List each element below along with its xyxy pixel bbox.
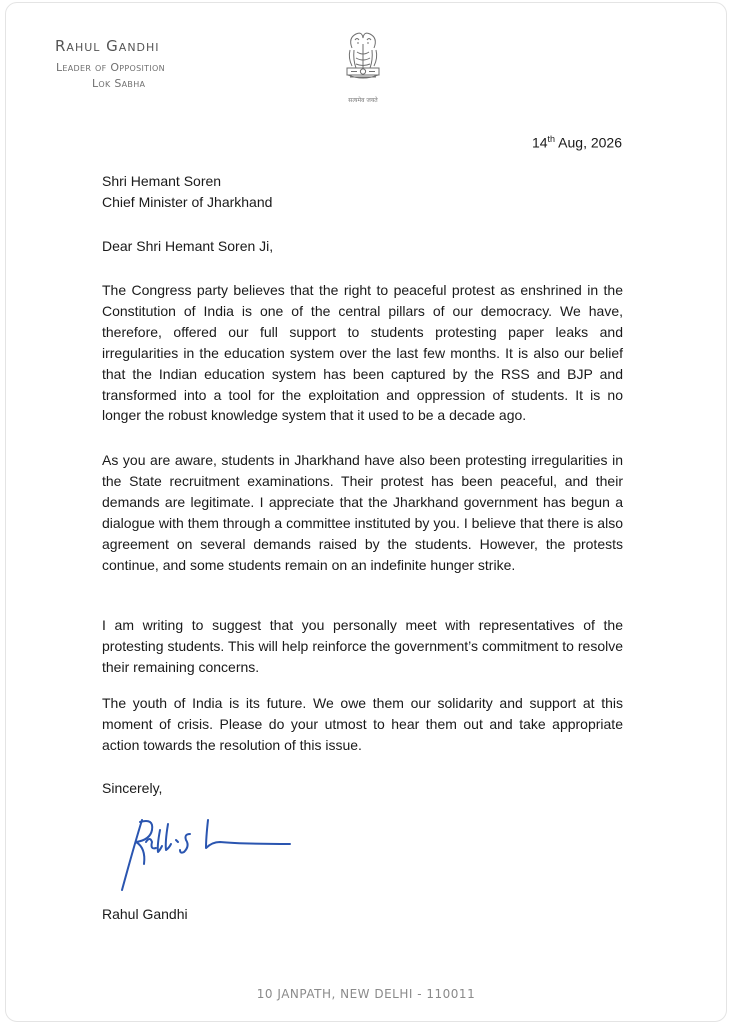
closing: Sincerely,: [102, 780, 163, 796]
letterhead-title-line2: Lok Sabha: [92, 77, 146, 90]
date-month-year: Aug, 2026: [555, 134, 622, 151]
date-suffix: th: [547, 134, 556, 144]
date-day: 14: [531, 134, 548, 151]
body-paragraph-2: As you are aware, students in Jharkhand have also been protesting irregularities in the State recruitment examinations. Their protest has been peaceful, and their demands are legitimate. I appreciate that the Jharkhand government has begun a dialogue with them through a committee instituted by you. I believe that there is also agreement on several demands raised by the students. However, the protests continue, and some students remain on an indefinite hunger strike.: [102, 452, 623, 573]
recipient-name: Shri Hemant Soren: [102, 173, 222, 189]
body-paragraph-4: The youth of India is its future. We owe them our solidarity and support at this moment of crisis. Please do your utmost to hear them out and take appropriate action towards the resolution of this issue.: [102, 695, 623, 753]
signatory-name: Rahul Gandhi: [102, 906, 188, 922]
signature-icon: [112, 808, 302, 898]
recipient-designation: Chief Minister of Jharkhand: [102, 194, 273, 210]
body-paragraph-3: I am writing to suggest that you personally meet with representatives of the protesting students. This will help reinforce the government’s commitment to resolve their remaining concerns.: [102, 617, 623, 675]
body-paragraph-1: The Congress party believes that the right to peaceful protest as enshrined in the Constitution of India is one of the central pillars of our democracy. We have, therefore, offered our full support to students protesting paper leaks and irregularities in the education system over the last few months. It is also our belief that the Indian education system has been captured by the RSS and BJP and transformed into a tool for the exploitation and oppression of students. It is no longer the robust knowledge system that it used to be a decade ago.: [102, 282, 623, 424]
letter-date: [532, 134, 622, 151]
salutation: Dear Shri Hemant Soren Ji,: [102, 238, 274, 254]
letterhead-title-line1: Leader of Opposition: [56, 61, 165, 74]
emblem-motto: सत्यमेव जयते: [348, 97, 378, 104]
footer-address: 10 JANPATH, NEW DELHI - 110011: [256, 987, 476, 1001]
letterhead-name: Rahul Gandhi: [55, 37, 160, 55]
